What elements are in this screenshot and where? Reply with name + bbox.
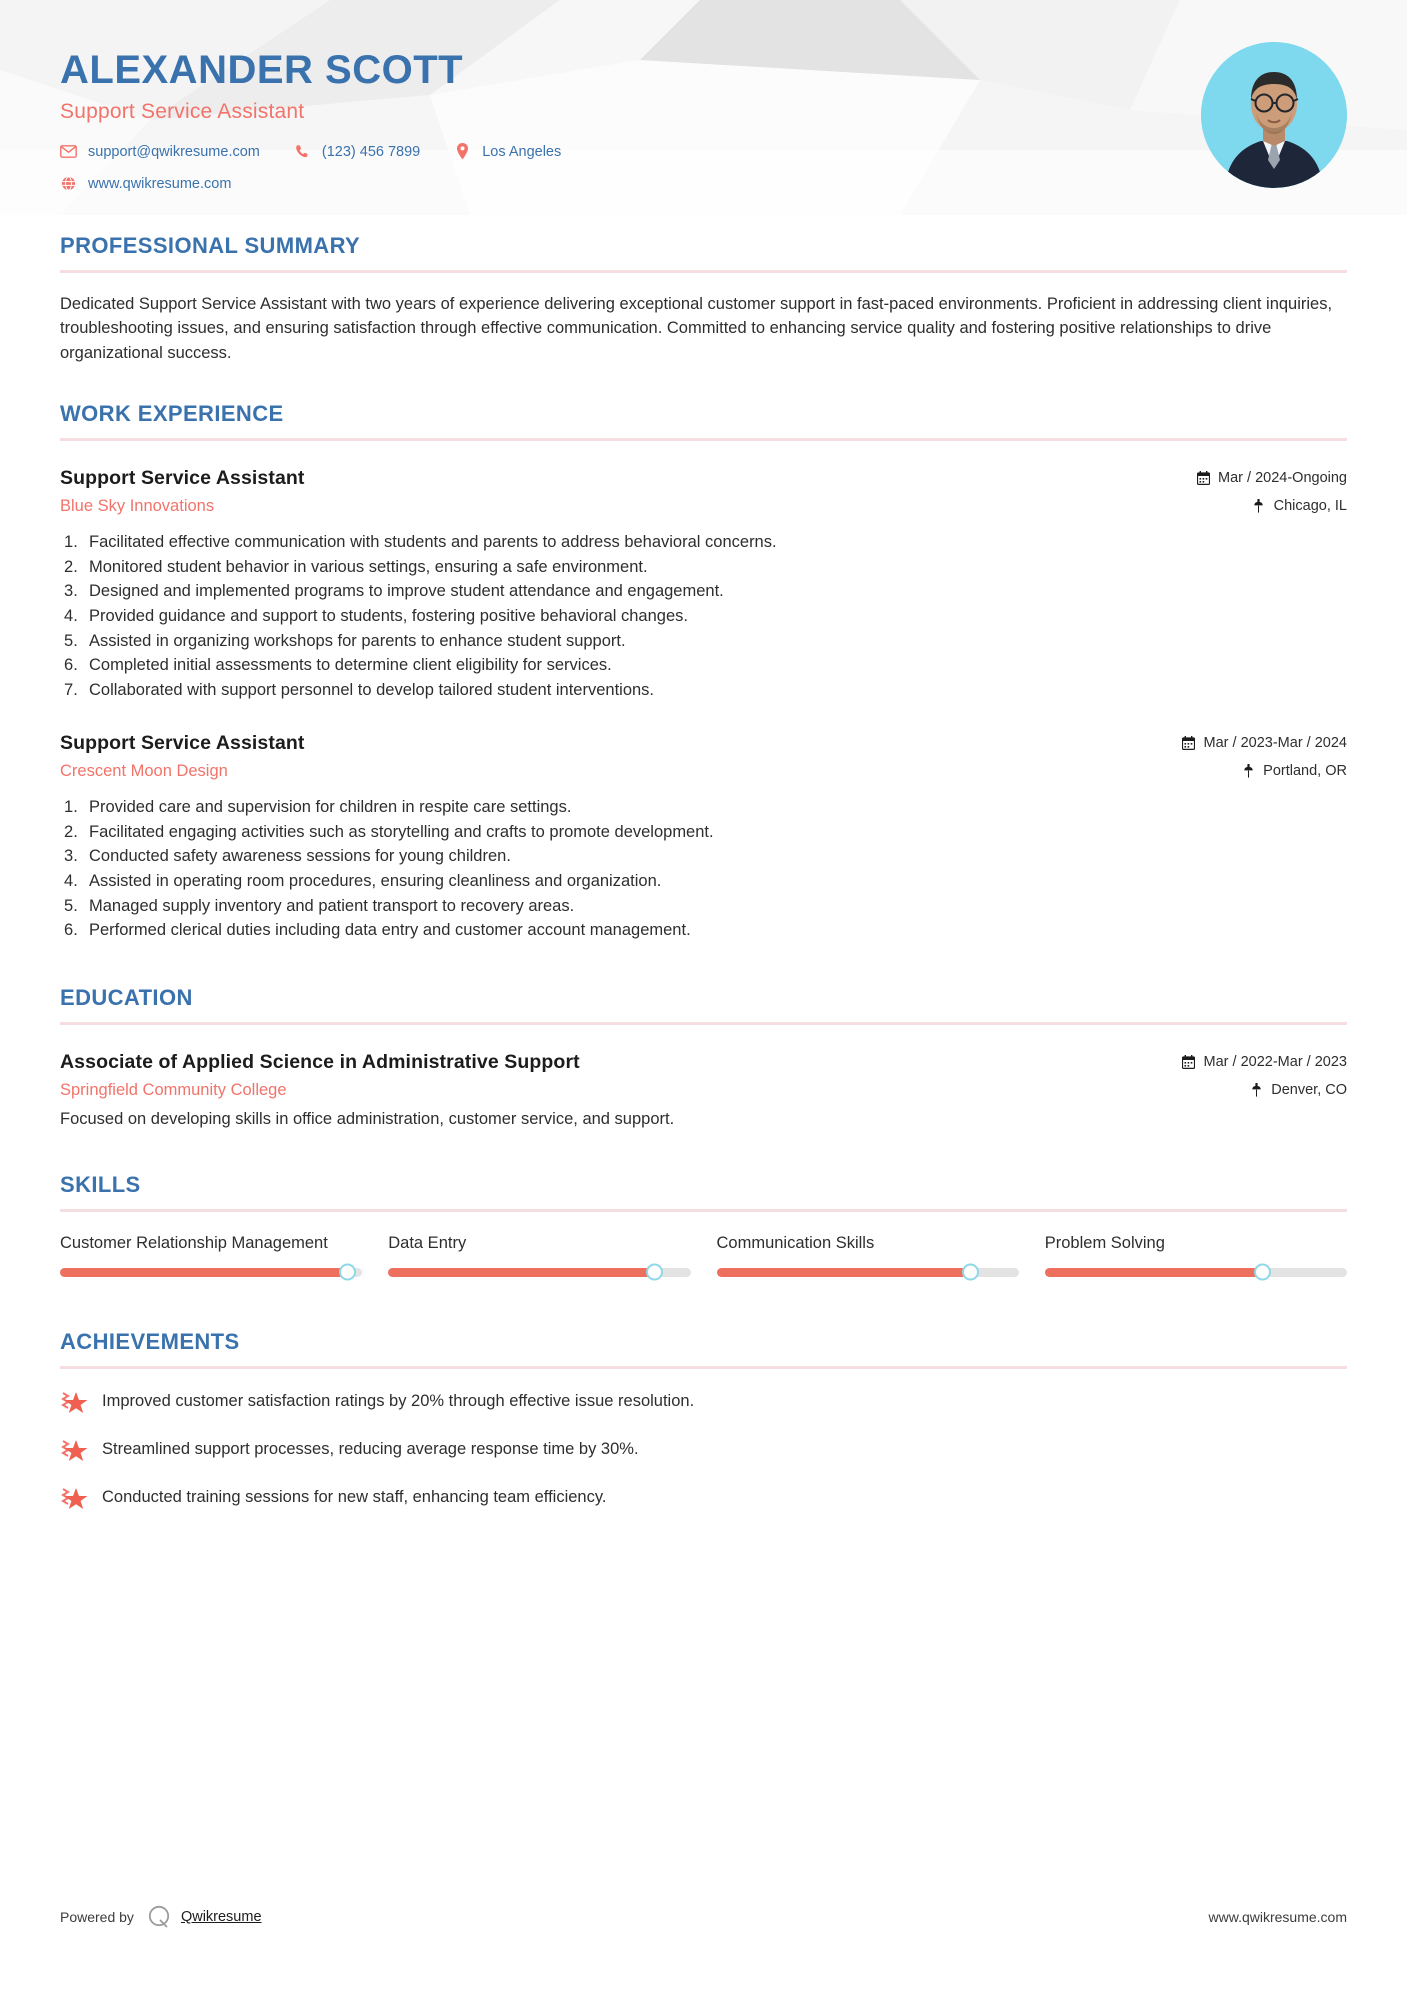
achievements-list bbox=[60, 1389, 1347, 1511]
skill-progress-bar[interactable] bbox=[388, 1268, 690, 1277]
section-education bbox=[60, 985, 1347, 1132]
achievement-item bbox=[60, 1389, 1347, 1415]
star-icon bbox=[60, 1437, 88, 1463]
entry-dates-text: Mar / 2022-Mar / 2023 bbox=[1203, 1053, 1347, 1070]
list-item: Facilitated engaging activities such as storytelling and crafts to promote development. bbox=[89, 822, 714, 841]
phone-icon bbox=[294, 143, 311, 160]
education-entry bbox=[60, 1051, 1347, 1132]
list-item: Designed and implemented programs to improve student attendance and engagement. bbox=[89, 582, 724, 601]
section-work-experience bbox=[60, 401, 1347, 943]
entry-meta bbox=[1182, 1051, 1347, 1098]
skill-progress-fill bbox=[717, 1268, 971, 1277]
skill-progress-bar[interactable] bbox=[1045, 1268, 1347, 1277]
list-item: Provided care and supervision for children in respite care settings. bbox=[89, 798, 572, 817]
entry-left bbox=[60, 467, 1196, 516]
entry-location-text: Denver, CO bbox=[1271, 1081, 1347, 1098]
resume-body bbox=[0, 233, 1407, 1511]
experience-entry bbox=[60, 467, 1347, 702]
entry-company: Crescent Moon Design bbox=[60, 762, 228, 781]
footer-url[interactable]: www.qwikresume.com bbox=[1208, 1909, 1347, 1925]
skill-item bbox=[1045, 1232, 1347, 1277]
section-skills bbox=[60, 1172, 1347, 1277]
section-divider bbox=[60, 1022, 1347, 1025]
resume-header bbox=[0, 0, 1407, 215]
section-title-skills: SKILLS bbox=[60, 1171, 141, 1197]
list-item: Monitored student behavior in various settings, ensuring a safe environment. bbox=[89, 557, 648, 576]
entry-job-title: Support Service Assistant bbox=[60, 467, 305, 490]
contact-website[interactable] bbox=[60, 175, 231, 192]
section-title-experience: WORK EXPERIENCE bbox=[60, 401, 284, 427]
entry-company: Blue Sky Innovations bbox=[60, 497, 215, 516]
achievement-item bbox=[60, 1437, 1347, 1463]
experience-entry bbox=[60, 732, 1347, 942]
map-pin-icon bbox=[1241, 764, 1255, 779]
skill-progress-knob[interactable] bbox=[339, 1264, 356, 1281]
entry-location bbox=[1196, 498, 1347, 514]
entry-dates-text: Mar / 2023-Mar / 2024 bbox=[1203, 735, 1347, 752]
entry-header bbox=[60, 732, 1347, 781]
skill-progress-fill bbox=[60, 1268, 347, 1277]
contact-row-primary bbox=[60, 143, 1347, 160]
list-item: Managed supply inventory and patient transport to recovery areas. bbox=[89, 896, 575, 915]
contact-website-text: www.qwikresume.com bbox=[88, 175, 232, 192]
achievement-text: Conducted training sessions for new staff, enhancing team efficiency. bbox=[102, 1488, 607, 1507]
summary-paragraph: Dedicated Support Service Assistant with two years of experience delivering exceptional customer support in fast-paced environments. Proficient in addressing client inquiries, troubleshooting issues, and ensuring satisfaction through effective communication. Committed to enhancing service quality and fostering positive relationships to drive organizational success. bbox=[60, 295, 1333, 362]
list-item: Conducted safety awareness sessions for young children. bbox=[89, 847, 511, 866]
entry-meta bbox=[1182, 732, 1347, 779]
section-divider bbox=[60, 438, 1347, 441]
entry-header bbox=[60, 467, 1347, 516]
skills-grid bbox=[60, 1232, 1347, 1277]
entry-location-text: Portland, OR bbox=[1263, 763, 1347, 780]
section-divider bbox=[60, 1366, 1347, 1369]
section-achievements bbox=[60, 1329, 1347, 1511]
contact-location-text: Los Angeles bbox=[482, 143, 562, 160]
contact-phone-text: (123) 456 7899 bbox=[321, 143, 421, 160]
skill-progress-knob[interactable] bbox=[962, 1264, 979, 1281]
entry-dates bbox=[1182, 735, 1347, 751]
section-title-achievements: ACHIEVEMENTS bbox=[60, 1328, 240, 1354]
powered-by-label: Powered by bbox=[60, 1909, 134, 1925]
skill-progress-bar[interactable] bbox=[60, 1268, 362, 1277]
list-item: Facilitated effective communication with students and parents to address behavioral concerns. bbox=[89, 533, 777, 552]
entry-left bbox=[60, 732, 1182, 781]
skill-progress-fill bbox=[1045, 1268, 1263, 1277]
skill-progress-fill bbox=[388, 1268, 654, 1277]
job-role-subtitle: Support Service Assistant bbox=[60, 100, 305, 123]
list-item: Provided guidance and support to students, fostering positive behavioral changes. bbox=[89, 606, 688, 625]
skill-item bbox=[717, 1232, 1019, 1277]
skill-progress-knob[interactable] bbox=[1254, 1264, 1271, 1281]
entry-dates-text: Mar / 2024-Ongoing bbox=[1218, 470, 1347, 487]
section-title-education: EDUCATION bbox=[60, 984, 193, 1010]
skill-label: Data Entry bbox=[388, 1233, 467, 1252]
entry-location bbox=[1182, 1082, 1347, 1098]
email-icon bbox=[60, 143, 77, 160]
achievement-text: Streamlined support processes, reducing average response time by 30%. bbox=[102, 1440, 639, 1459]
entry-left bbox=[60, 1051, 1182, 1100]
skill-label: Problem Solving bbox=[1044, 1233, 1165, 1252]
list-item: Completed initial assessments to determine client eligibility for services. bbox=[89, 656, 612, 675]
star-icon bbox=[60, 1389, 88, 1415]
list-item: Collaborated with support personnel to develop tailored student interventions. bbox=[89, 680, 655, 699]
section-divider bbox=[60, 270, 1347, 273]
section-professional-summary bbox=[60, 233, 1347, 365]
entry-header bbox=[60, 1051, 1347, 1100]
map-pin-icon bbox=[1252, 499, 1266, 514]
skill-label: Customer Relationship Management bbox=[60, 1233, 328, 1252]
map-pin-icon bbox=[1249, 1082, 1263, 1097]
avatar bbox=[1201, 42, 1347, 188]
page-title: ALEXANDER SCOTT bbox=[60, 48, 464, 92]
brand-link[interactable]: Qwikresume bbox=[180, 1909, 262, 1925]
achievement-text: Improved customer satisfaction ratings by 20% through effective issue resolution. bbox=[102, 1392, 695, 1411]
skill-item bbox=[60, 1232, 362, 1277]
contact-row-secondary bbox=[60, 175, 1347, 192]
contact-email-text: support@qwikresume.com bbox=[88, 143, 260, 160]
entry-bullet-list bbox=[60, 530, 1347, 702]
entry-location-text: Chicago, IL bbox=[1273, 498, 1347, 515]
calendar-icon bbox=[1182, 1054, 1196, 1069]
q-logo-icon bbox=[146, 1904, 172, 1930]
contact-phone[interactable] bbox=[294, 143, 420, 160]
achievement-item bbox=[60, 1485, 1347, 1511]
education-note: Focused on developing skills in office administration, customer service, and support. bbox=[60, 1109, 675, 1128]
section-title-summary: PROFESSIONAL SUMMARY bbox=[60, 233, 361, 258]
entry-dates bbox=[1196, 470, 1347, 486]
globe-icon bbox=[60, 175, 77, 192]
star-icon bbox=[60, 1485, 88, 1511]
footer-brand-group bbox=[60, 1904, 262, 1930]
entry-dates bbox=[1182, 1054, 1347, 1070]
entry-bullet-list bbox=[60, 795, 1347, 942]
skill-progress-bar[interactable] bbox=[717, 1268, 1019, 1277]
entry-location bbox=[1182, 763, 1347, 779]
list-item: Assisted in organizing workshops for parents to enhance student support. bbox=[89, 631, 626, 650]
location-pin-icon bbox=[454, 143, 471, 160]
contact-location bbox=[454, 143, 561, 160]
entry-job-title: Support Service Assistant bbox=[60, 732, 305, 755]
calendar-icon bbox=[1182, 736, 1196, 751]
entry-meta bbox=[1196, 467, 1347, 514]
page-footer bbox=[60, 1904, 1347, 1930]
contact-email[interactable] bbox=[60, 143, 260, 160]
section-divider bbox=[60, 1209, 1347, 1212]
entry-school: Springfield Community College bbox=[60, 1080, 287, 1099]
entry-degree-title: Associate of Applied Science in Administrative Support bbox=[60, 1050, 580, 1073]
skill-progress-knob[interactable] bbox=[646, 1264, 663, 1281]
list-item: Performed clerical duties including data entry and customer account management. bbox=[89, 921, 691, 940]
skill-item bbox=[388, 1232, 690, 1277]
skill-label: Communication Skills bbox=[716, 1233, 875, 1252]
list-item: Assisted in operating room procedures, ensuring cleanliness and organization. bbox=[89, 872, 662, 890]
calendar-icon bbox=[1196, 471, 1210, 486]
